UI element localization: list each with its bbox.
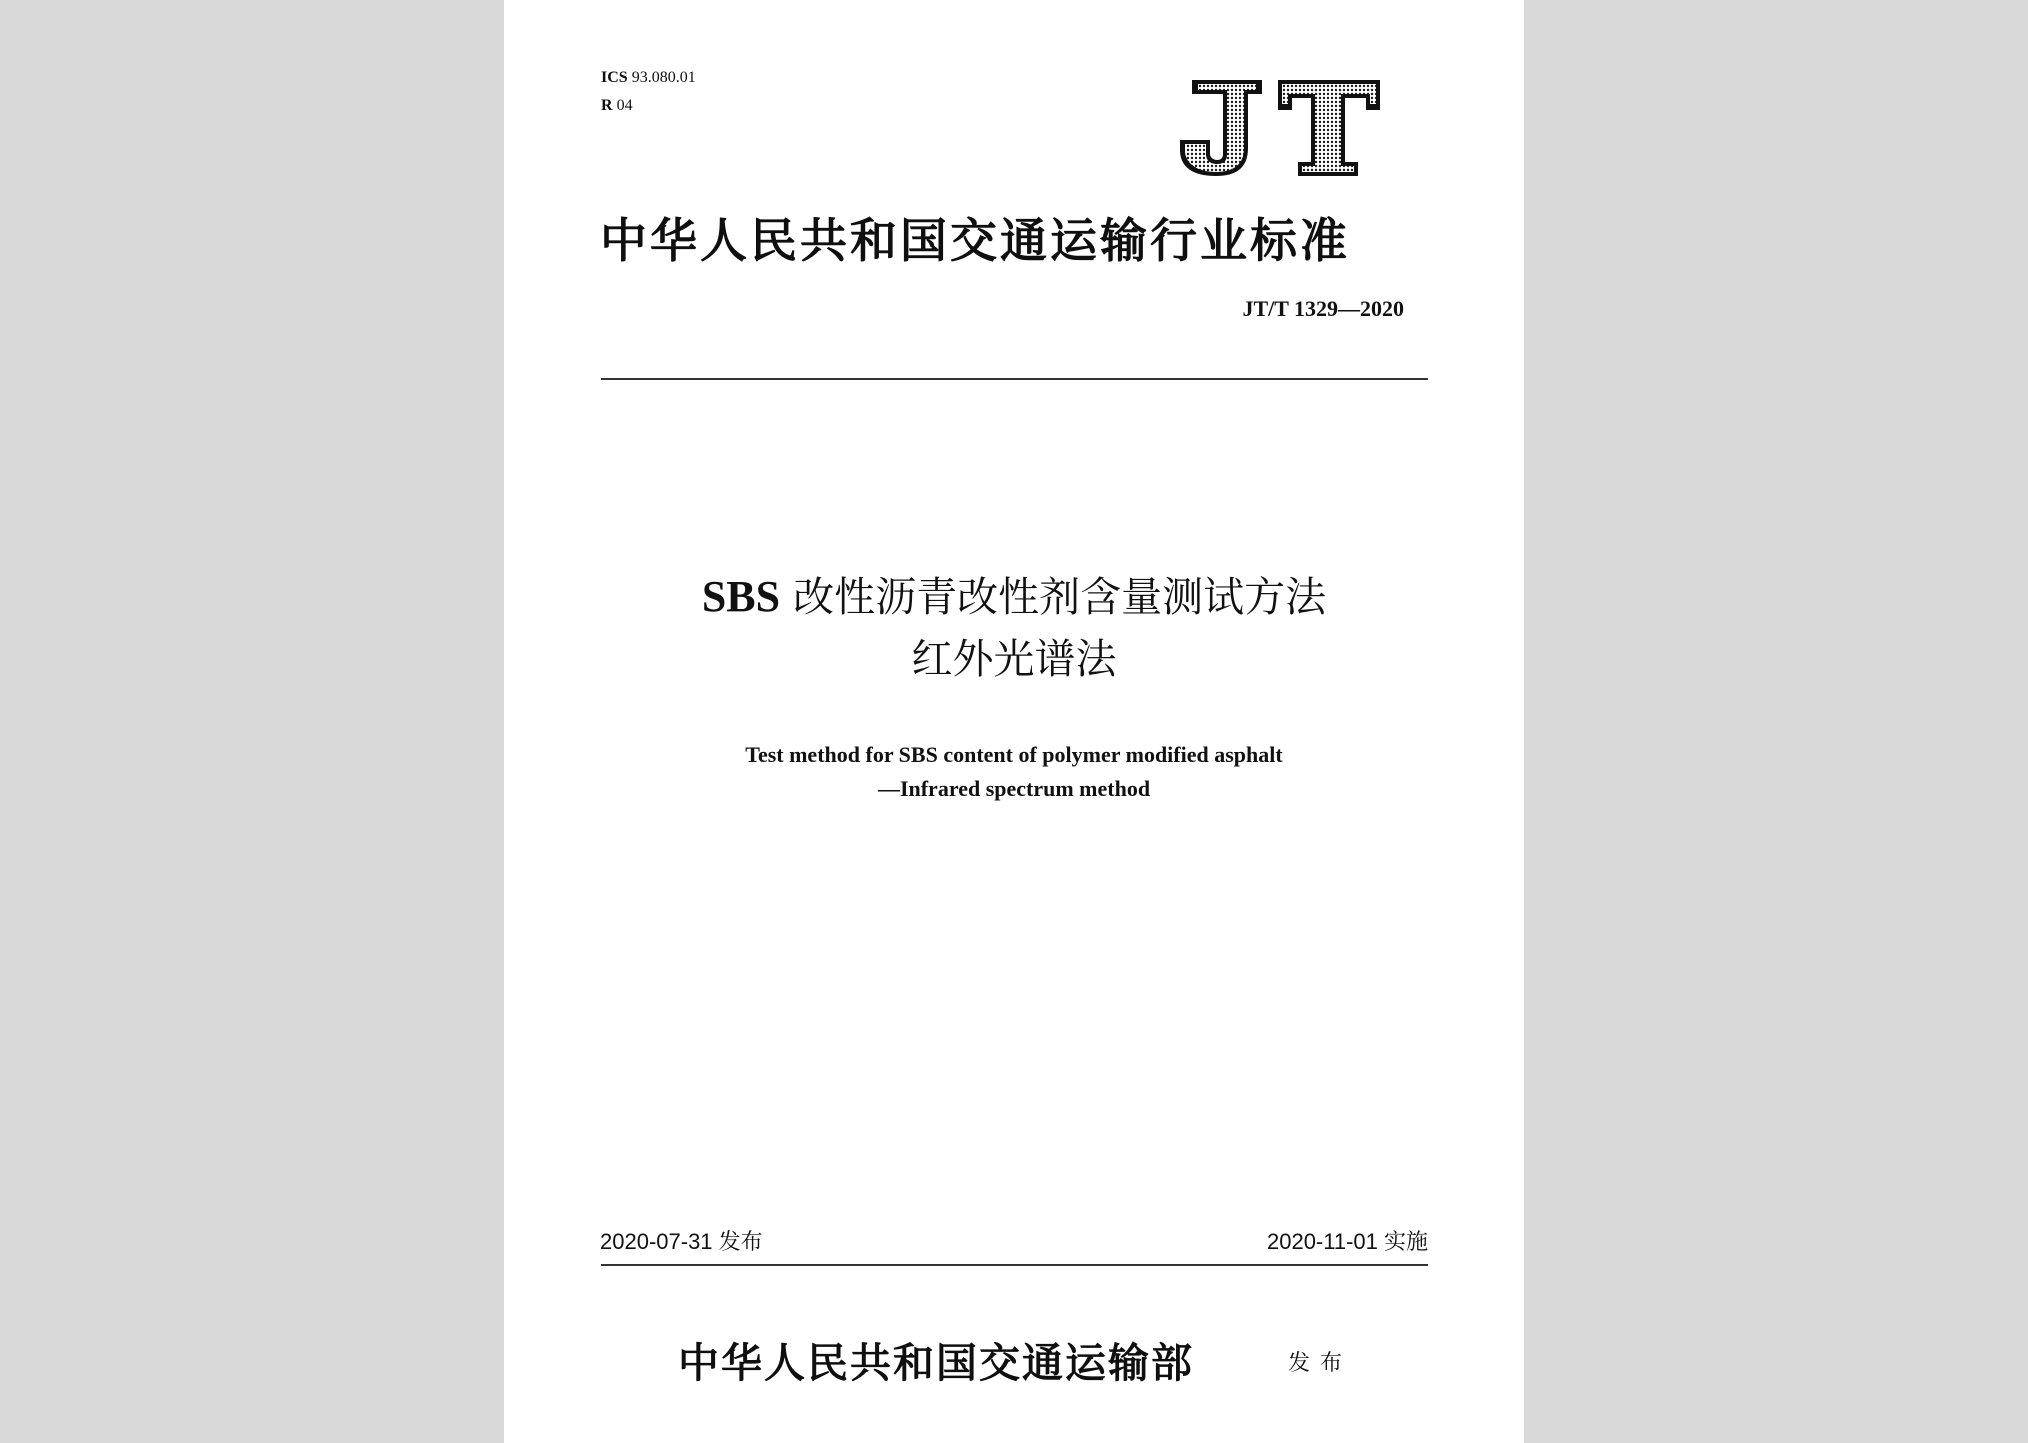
standard-category-title: 中华人民共和国交通运输行业标准 <box>600 214 1350 269</box>
ccs-code <box>601 96 696 124</box>
implementation-date: 2020-11-01 实施 <box>1266 1229 1428 1254</box>
bottom-divider <box>601 1264 1428 1266</box>
ics-code <box>601 68 696 96</box>
chinese-title-prefix: SBS <box>701 572 781 621</box>
logo-letter-t <box>1278 80 1380 176</box>
standard-code: JT/T 1329—2020 <box>1242 296 1404 321</box>
top-divider <box>601 378 1428 380</box>
english-title-line-1: Test method for SBS content of polymer modified asphalt <box>745 742 1283 767</box>
chinese-title-line-1 <box>504 566 1524 628</box>
issuing-authority: 中华人民共和国交通运输部 <box>678 1339 1194 1387</box>
english-title <box>504 738 1524 806</box>
classification-codes <box>601 68 696 124</box>
chinese-title-line-2: 红外光谱法 <box>911 635 1117 683</box>
english-title-line-2: —Infrared spectrum method <box>877 776 1151 801</box>
ccs-label: R <box>601 97 613 114</box>
document-cover-page <box>504 0 1524 1443</box>
ics-label: ICS <box>601 69 628 86</box>
ccs-value: 04 <box>616 97 633 114</box>
ics-value: 93.080.01 <box>631 69 696 86</box>
issue-label: 发布 <box>1288 1351 1353 1376</box>
chinese-title-line-1-text: 改性沥青改性剂含量测试方法 <box>793 573 1327 621</box>
chinese-title <box>504 566 1524 690</box>
publish-date: 2020-07-31 发布 <box>600 1229 763 1254</box>
logo-letter-j <box>1180 80 1262 176</box>
jt-logo <box>1174 76 1384 180</box>
